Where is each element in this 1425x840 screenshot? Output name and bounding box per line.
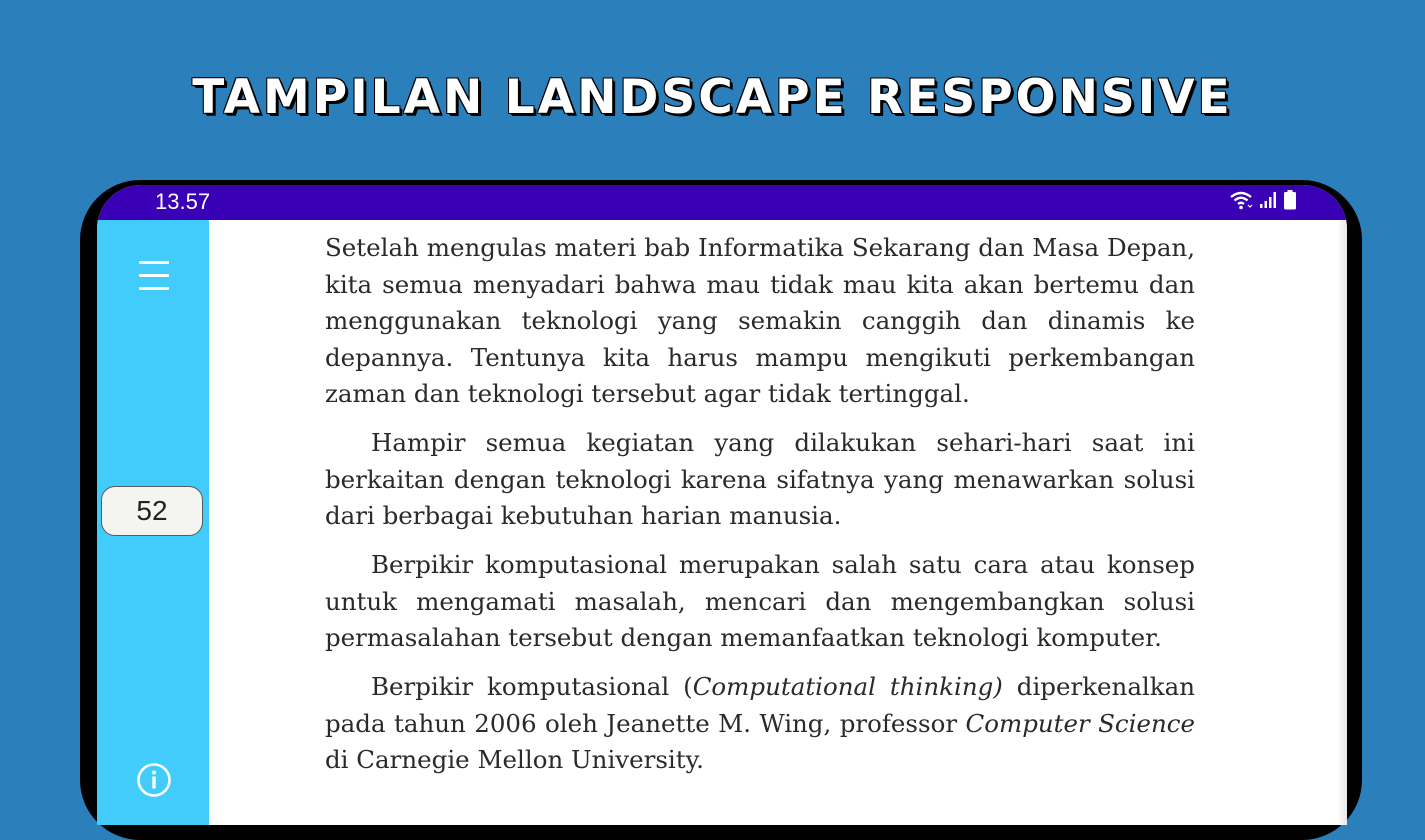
page-number-input[interactable]: 52: [101, 486, 203, 536]
screen-edge: [1337, 220, 1347, 825]
italic-term: Computer Science: [965, 708, 1195, 738]
wifi-icon: [1229, 190, 1253, 214]
phone-screen: [97, 185, 1347, 825]
hamburger-menu-icon[interactable]: [137, 258, 171, 294]
status-bar: [97, 185, 1347, 220]
status-time: 13.57: [155, 189, 211, 214]
paragraph: Berpikir komputasional merupakan salah satu cara atau konsep untuk mengamati masalah, mencari dan mengembangkan solusi permasalahan tersebut dengan memanfaatkan teknologi komputer.: [325, 550, 1195, 652]
paragraph: Hampir semua kegiatan yang dilakukan sehari-hari saat ini berkaitan dengan teknologi karena sifatnya yang menawarkan solusi dari berbagai kebutuhan harian manusia.: [325, 428, 1195, 530]
info-icon[interactable]: [136, 762, 172, 798]
paragraph-text: diperkenalkan pada tahun 2006 oleh Jeanette M. Wing, professor: [325, 672, 1196, 738]
reading-content: [325, 230, 1195, 791]
paragraph: Setelah mengulas materi bab Informatika Sekarang dan Masa Depan, kita semua menyadari bahwa mau tidak mau kita akan bertemu dan menggunakan teknologi yang semakin canggih dan dinamis ke depannya. Tentunya kita harus mampu mengikuti perkembangan zaman dan teknologi tersebut agar tidak tertinggal.: [325, 233, 1195, 408]
paragraph-text: Berpikir komputasional (: [371, 672, 693, 701]
sidebar: [97, 220, 209, 825]
italic-term: Computational thinking): [692, 672, 1003, 701]
status-icons: [1229, 191, 1297, 213]
battery-icon: [1283, 190, 1297, 214]
paragraph-text: di Carnegie Mellon University.: [325, 745, 704, 774]
headline: TAMPILAN LANDSCAPE RESPONSIVE: [192, 70, 1233, 125]
paragraph: [325, 669, 1195, 779]
signal-icon: [1259, 191, 1277, 213]
